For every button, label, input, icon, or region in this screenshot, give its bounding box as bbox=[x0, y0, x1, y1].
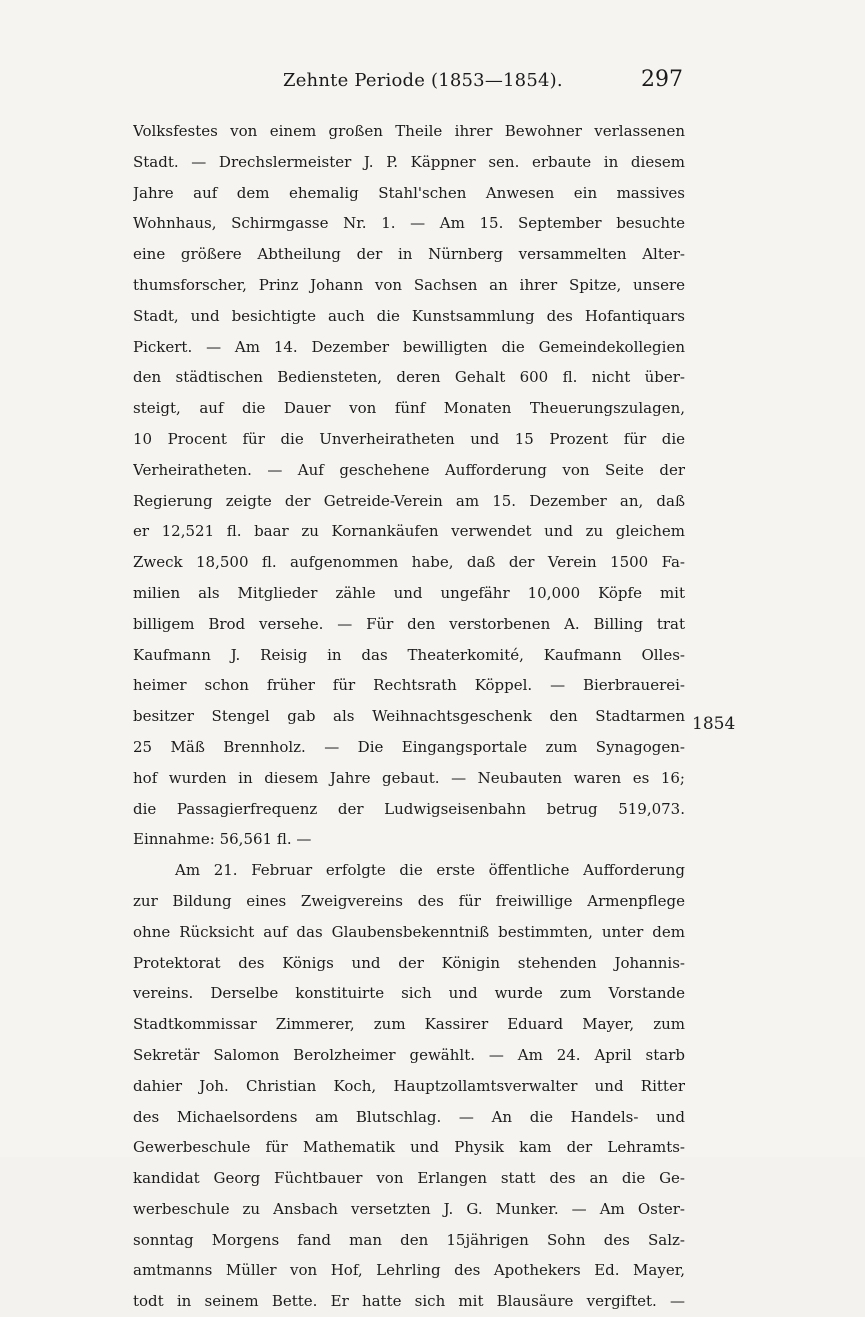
text-line: Jahre auf dem ehemalig Stahl'schen Anwesen ein massives bbox=[133, 183, 685, 202]
text-line: Sekretär Salomon Berolzheimer gewählt. — Am 24. April starb bbox=[133, 1045, 685, 1064]
text-line: Einnahme: 56,561 fl. — bbox=[133, 830, 312, 849]
text-line: thumsforscher, Prinz Johann von Sachsen an ihrer Spitze, unsere bbox=[133, 275, 685, 294]
text-line: 10 Procent für die Unverheiratheten und 15 Prozent für die bbox=[133, 429, 685, 448]
text-line: Zweck 18,500 fl. aufgenommen habe, daß der Verein 1500 Fa- bbox=[133, 553, 685, 572]
text-line: die Passagierfrequenz der Ludwigseisenbahn betrug 519,073. bbox=[133, 799, 685, 818]
text-line: er 12,521 fl. baar zu Kornankäufen verwendet und zu gleichem bbox=[133, 522, 685, 541]
text-line: 25 Mäß Brennholz. — Die Eingangsportale zum Synagogen- bbox=[133, 737, 685, 756]
text-line: milien als Mitglieder zähle und ungefähr 10,000 Köpfe mit bbox=[133, 583, 685, 602]
text-line: vereins. Derselbe konstituirte sich und wurde zum Vorstande bbox=[133, 984, 685, 1003]
text-line: zur Bildung eines Zweigvereins des für freiwillige Armenpflege bbox=[133, 891, 685, 910]
text-line: werbeschule zu Ansbach versetzten J. G. Munker. — Am Oster- bbox=[133, 1199, 685, 1218]
text-line: kandidat Georg Füchtbauer von Erlangen statt des an die Ge- bbox=[133, 1169, 685, 1188]
paragraph-1 bbox=[133, 116, 685, 855]
page-number: 297 bbox=[641, 67, 683, 92]
text-line: Verheiratheten. — Auf geschehene Aufforderung von Seite der bbox=[133, 460, 685, 479]
text-line: Pickert. — Am 14. Dezember bewilligten die Gemeindekollegien bbox=[133, 337, 685, 356]
text-line: des Michaelsordens am Blutschlag. — An die Handels- und bbox=[133, 1107, 685, 1126]
text-line: sonntag Morgens fand man den 15jährigen Sohn des Salz- bbox=[133, 1230, 685, 1249]
text-line: Kaufmann J. Reisig in das Theaterkomité, Kaufmann Olles- bbox=[133, 645, 685, 664]
margin-year-note: 1854 bbox=[692, 714, 736, 734]
text-line: Stadt, und besichtigte auch die Kunstsammlung des Hofantiquars bbox=[133, 306, 685, 325]
text-line: steigt, auf die Dauer von fünf Monaten Theuerungszulagen, bbox=[133, 399, 685, 418]
text-line: eine größere Abtheilung der in Nürnberg versammelten Alter- bbox=[133, 245, 685, 264]
text-line: billigem Brod versehe. — Für den verstorbenen A. Billing trat bbox=[133, 614, 685, 633]
text-line: dahier Joh. Christian Koch, Hauptzollamtsverwalter und Ritter bbox=[133, 1076, 685, 1095]
text-line: Volksfestes von einem großen Theile ihrer Bewohner verlassenen bbox=[133, 122, 685, 140]
body-text bbox=[133, 116, 685, 1317]
text-line: heimer schon früher für Rechtsrath Köppel. — Bierbrauerei- bbox=[133, 676, 685, 695]
running-head: Zehnte Periode (1853—1854). bbox=[283, 70, 563, 91]
text-line: Regierung zeigte der Getreide-Verein am 15. Dezember an, daß bbox=[133, 491, 685, 510]
text-line: amtmanns Müller von Hof, Lehrling des Apothekers Ed. Mayer, bbox=[133, 1261, 685, 1280]
text-line: Protektorat des Königs und der Königin stehenden Johannis- bbox=[133, 953, 685, 972]
text-line: Am 21. Februar erfolgte die erste öffentliche Aufforderung bbox=[175, 861, 685, 880]
text-line: Gewerbeschule für Mathematik und Physik kam der Lehramts- bbox=[133, 1138, 685, 1157]
text-line: hof wurden in diesem Jahre gebaut. — Neubauten waren es 16; bbox=[133, 768, 685, 787]
text-line: Wohnhaus, Schirmgasse Nr. 1. — Am 15. September besuchte bbox=[133, 214, 685, 233]
text-line: ohne Rücksicht auf das Glaubensbekenntniß bestimmten, unter dem bbox=[133, 922, 685, 941]
text-line: Stadtkommissar Zimmerer, zum Kassirer Eduard Mayer, zum bbox=[133, 1015, 685, 1034]
paragraph-2 bbox=[133, 855, 685, 1317]
text-line: Stadt. — Drechslermeister J. P. Käppner sen. erbaute in diesem bbox=[133, 152, 685, 171]
text-line: todt in seinem Bette. Er hatte sich mit Blausäure vergiftet. — bbox=[133, 1292, 685, 1311]
page-header bbox=[133, 67, 683, 102]
text-line: den städtischen Bediensteten, deren Gehalt 600 fl. nicht über- bbox=[133, 368, 685, 387]
text-line: besitzer Stengel gab als Weihnachtsgeschenk den Stadtarmen bbox=[133, 707, 685, 726]
